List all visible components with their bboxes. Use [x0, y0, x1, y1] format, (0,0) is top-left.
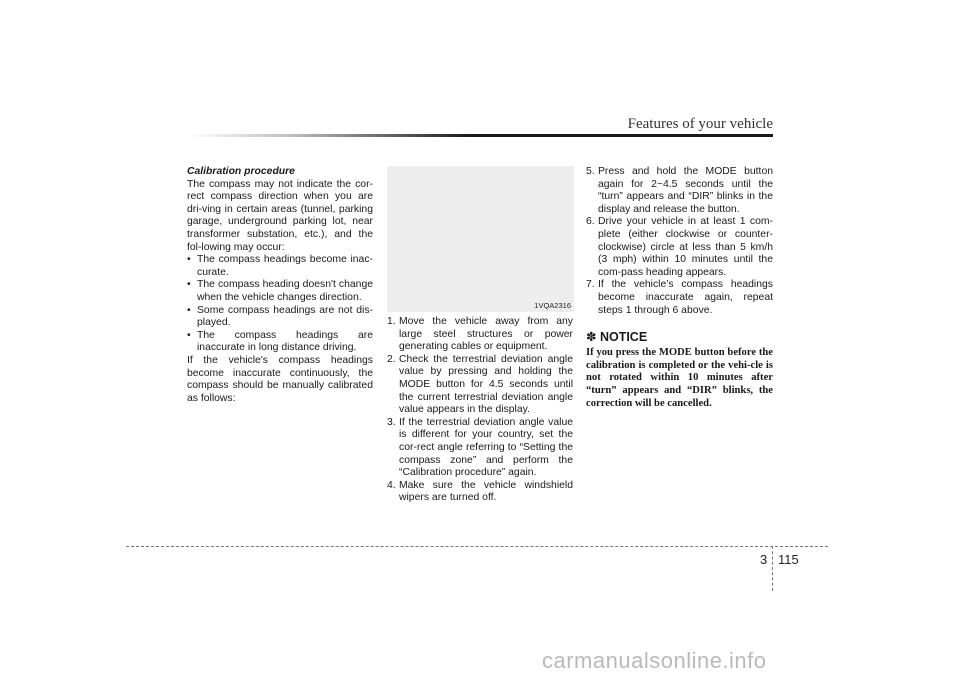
step-text: Press and hold the MODE button again for 2~4.5 seconds until the “turn” appears and “DIR” blinks in the display and release the button.: [598, 166, 773, 215]
list-item: [387, 417, 573, 480]
column-middle: [387, 316, 573, 505]
steps-list-part1: [387, 316, 573, 505]
steps-list-part2: [586, 166, 773, 317]
step-text: If the vehicle’s compass headings become inaccurate again, repeat steps 1 through 6 above.: [598, 279, 773, 316]
chapter-number: 3: [760, 552, 768, 567]
page-number: 115: [778, 552, 799, 567]
page-number-divider: [772, 546, 773, 591]
step-number: 4.: [387, 479, 396, 491]
column-right: [586, 166, 773, 411]
list-item: [387, 354, 573, 417]
step-text: Drive your vehicle in at least 1 com-plete (either clockwise or counter-clockwise) circle at less than 5 km/h (3 mph) within 10 minutes until the com-pass heading appears.: [598, 216, 773, 278]
section-heading: Calibration procedure: [187, 166, 295, 177]
step-number: 1.: [387, 316, 396, 327]
watermark-text: carmanualsonline.info: [542, 648, 767, 673]
list-item: [387, 316, 573, 354]
header-rule: [187, 134, 773, 137]
list-item: • The compass heading doesn't change when the vehicle changes direction.: [187, 279, 373, 304]
list-item: [586, 216, 773, 279]
footer-rule: [126, 546, 828, 547]
outro-paragraph: If the vehicle's compass headings become inaccurate continuously, the compass should be manually calibrated as follows:: [187, 354, 373, 404]
list-item: • The compass headings become inac-curate.: [187, 254, 373, 279]
step-text: Check the terrestrial deviation angle value by pressing and holding the MODE button for 4.5 seconds until the current terrestrial deviation angle value appears in the display.: [399, 353, 573, 416]
illustration-image: [387, 166, 574, 312]
step-number: 6.: [586, 216, 595, 228]
list-item: [387, 480, 573, 505]
step-text: Move the vehicle away from any large steel structures or power generating cables or equipment.: [399, 316, 573, 353]
figure-id: 1VQA2316: [534, 301, 571, 310]
list-item: [586, 166, 773, 216]
symptom-list: [187, 254, 373, 355]
list-item: • Some compass headings are not dis-played.: [187, 305, 373, 330]
step-number: 7.: [586, 279, 595, 291]
step-number: 5.: [586, 166, 595, 177]
step-text: If the terrestrial deviation angle value is different for your country, set the cor-rect angle referring to “Setting the compass zone” and perform the “Calibration procedure” again.: [399, 416, 573, 479]
column-left: [187, 166, 373, 405]
intro-paragraph: The compass may not indicate the cor-rect compass direction when you are dri-ving in certain areas (tunnel, parking garage, underground parking lot, near transformer substation, etc.), and the fol-lowing may occur:: [187, 178, 373, 253]
step-text: Make sure the vehicle windshield wipers are turned off.: [399, 479, 573, 504]
list-item: • The compass headings are inaccurate in long distance driving.: [187, 330, 373, 355]
notice-body: If you press the MODE button before the calibration is completed or the vehi-cle is not rotated within 10 minutes after “turn” appears and “DIR” blinks, the correction will be cancelled.: [586, 346, 773, 409]
list-item: [586, 279, 773, 317]
step-number: 2.: [387, 353, 396, 365]
page-header-title: Features of your vehicle: [627, 116, 773, 132]
step-number: 3.: [387, 416, 396, 428]
notice-title: ✽ NOTICE: [586, 330, 648, 345]
